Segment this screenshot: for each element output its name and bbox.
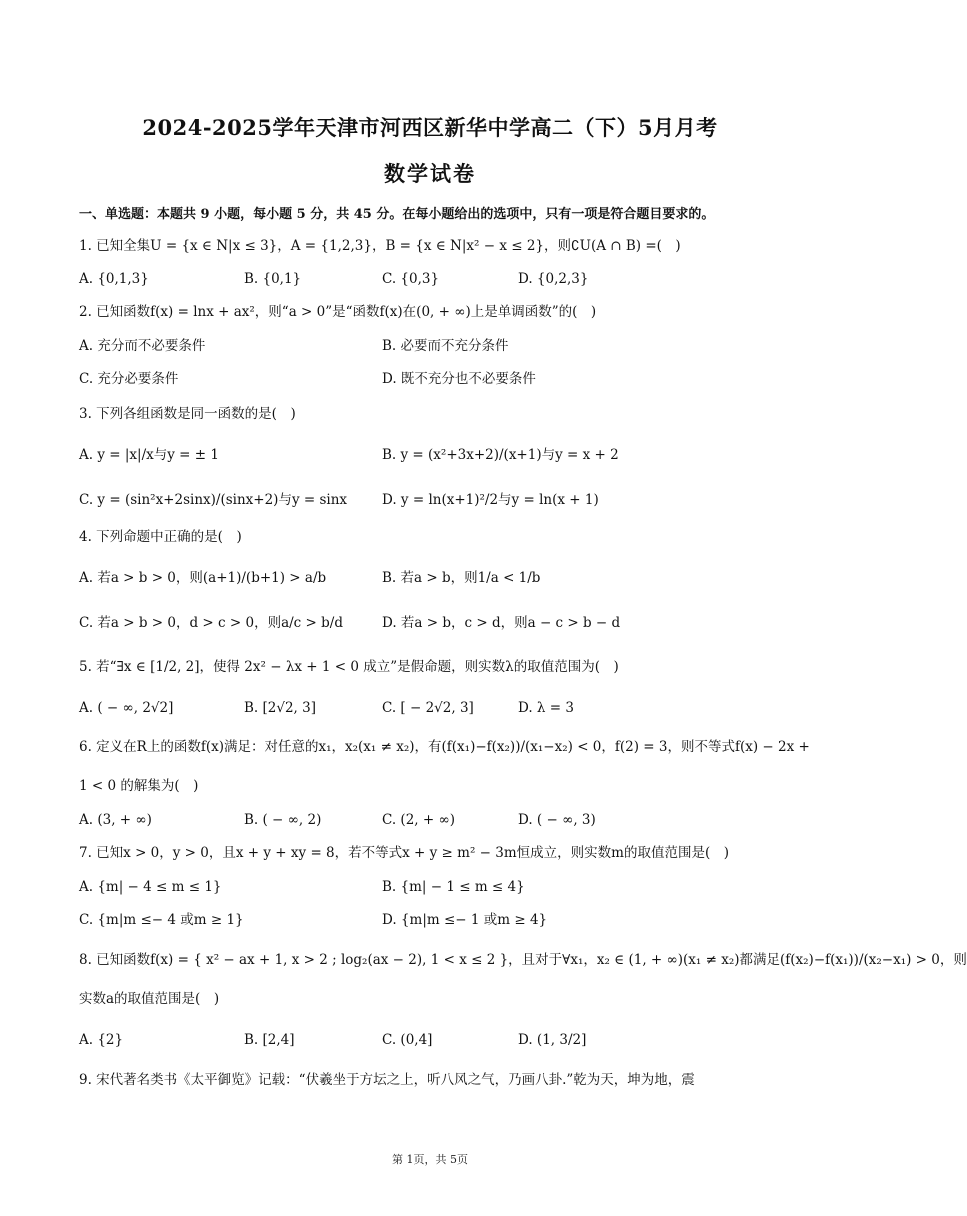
q4-option-a: A. 若a > b > 0，则(a+1)/(b+1) > a/b <box>79 570 327 586</box>
q6-option-c: C. (2, + ∞) <box>382 812 455 828</box>
question-3-stem: 3. 下列各组函数是同一函数的是( ) <box>79 406 296 422</box>
question-2-stem: 2. 已知函数f(x) = lnx + ax²，则“a > 0”是“函数f(x)在(0, + ∞)上是单调函数”的( ) <box>79 304 597 320</box>
q8-option-a: A. {2} <box>79 1032 124 1048</box>
question-1-stem: 1. 已知全集U = {x ∈ N|x ≤ 3}，A = {1,2,3}，B = {x ∈ N|x² − x ≤ 2}，则∁U(A ∩ B) =( ) <box>79 238 681 254</box>
question-6-stem: 6. 定义在R上的函数f(x)满足：对任意的x₁，x₂(x₁ ≠ x₂)，有(f(x₁)−f(x₂))/(x₁−x₂) < 0，f(2) = 3，则不等式f(x) − 2x + <box>79 739 810 755</box>
q5-option-a: A. ( − ∞, 2√2] <box>79 700 174 716</box>
q4-option-b: B. 若a > b，则1/a < 1/b <box>382 570 541 586</box>
q7-option-c: C. {m|m ≤− 4 或m ≥ 1} <box>79 912 244 928</box>
question-5-stem: 5. 若“∃x ∈ [1/2, 2]，使得 2x² − λx + 1 < 0 成立”是假命题，则实数λ的取值范围为( ) <box>79 659 619 675</box>
question-4-stem: 4. 下列命题中正确的是( ) <box>79 529 242 545</box>
q3-option-b: B. y = (x²+3x+2)/(x+1)与y = x + 2 <box>382 447 619 463</box>
q6-option-a: A. (3, + ∞) <box>79 812 152 828</box>
question-6-stem-cont: 1 < 0 的解集为( ) <box>79 778 199 794</box>
q5-option-d: D. λ = 3 <box>518 700 574 716</box>
q3-option-c: C. y = (sin²x+2sinx)/(sinx+2)与y = sinx <box>79 492 348 508</box>
q1-option-c: C. {0,3} <box>382 271 440 287</box>
q2-option-b: B. 必要而不充分条件 <box>382 338 509 354</box>
q1-option-b: B. {0,1} <box>244 271 302 287</box>
q5-option-b: B. [2√2, 3] <box>244 700 316 716</box>
q4-option-c: C. 若a > b > 0，d > c > 0，则a/c > b/d <box>79 615 343 631</box>
q1-option-a: A. {0,1,3} <box>79 271 149 287</box>
q3-option-d: D. y = ln(x+1)²/2与y = ln(x + 1) <box>382 492 599 508</box>
question-9-stem: 9. 宋代著名类书《太平御览》记载：“伏羲坐于方坛之上，听八风之气，乃画八卦.”乾为天，坤为地，震 <box>79 1072 695 1088</box>
q8-option-c: C. (0,4] <box>382 1032 433 1048</box>
exam-title: 2024-2025学年天津市河西区新华中学高二（下）5月月考 <box>142 115 718 140</box>
question-7-stem: 7. 已知x > 0，y > 0，且x + y + xy = 8，若不等式x + y ≥ m² − 3m恒成立，则实数m的取值范围是( ) <box>79 845 729 861</box>
q7-option-b: B. {m| − 1 ≤ m ≤ 4} <box>382 879 525 895</box>
question-8-stem-cont: 实数a的取值范围是( ) <box>79 991 220 1007</box>
q6-option-b: B. ( − ∞, 2) <box>244 812 322 828</box>
q2-option-c: C. 充分必要条件 <box>79 371 179 387</box>
question-8-stem: 8. 已知函数f(x) = { x² − ax + 1, x > 2 ; log₂(ax − 2), 1 < x ≤ 2 }，且对于∀x₁，x₂ ∈ (1, + ∞)(x₁ ≠ x₂)都满足(f(x₂)−f(x₁))/(x₂−x₁) > 0，则 <box>79 952 967 968</box>
q3-option-a: A. y = |x|/x与y = ± 1 <box>79 447 219 463</box>
q8-option-d: D. (1, 3/2] <box>518 1032 587 1048</box>
q8-option-b: B. [2,4] <box>244 1032 295 1048</box>
q4-option-d: D. 若a > b，c > d，则a − c > b − d <box>382 615 621 631</box>
exam-subtitle: 数学试卷 <box>384 161 476 186</box>
q6-option-d: D. ( − ∞, 3) <box>518 812 596 828</box>
q2-option-d: D. 既不充分也不必要条件 <box>382 371 536 387</box>
q2-option-a: A. 充分而不必要条件 <box>79 338 206 354</box>
page-footer: 第 1页，共 5页 <box>392 1153 468 1166</box>
section-heading: 一、单选题：本题共 9 小题，每小题 5 分，共 45 分。在每小题给出的选项中，只有一项是符合题目要求的。 <box>79 207 715 222</box>
q1-option-d: D. {0,2,3} <box>518 271 589 287</box>
q7-option-a: A. {m| − 4 ≤ m ≤ 1} <box>79 879 222 895</box>
q5-option-c: C. [ − 2√2, 3] <box>382 700 474 716</box>
q7-option-d: D. {m|m ≤− 1 或m ≥ 4} <box>382 912 548 928</box>
